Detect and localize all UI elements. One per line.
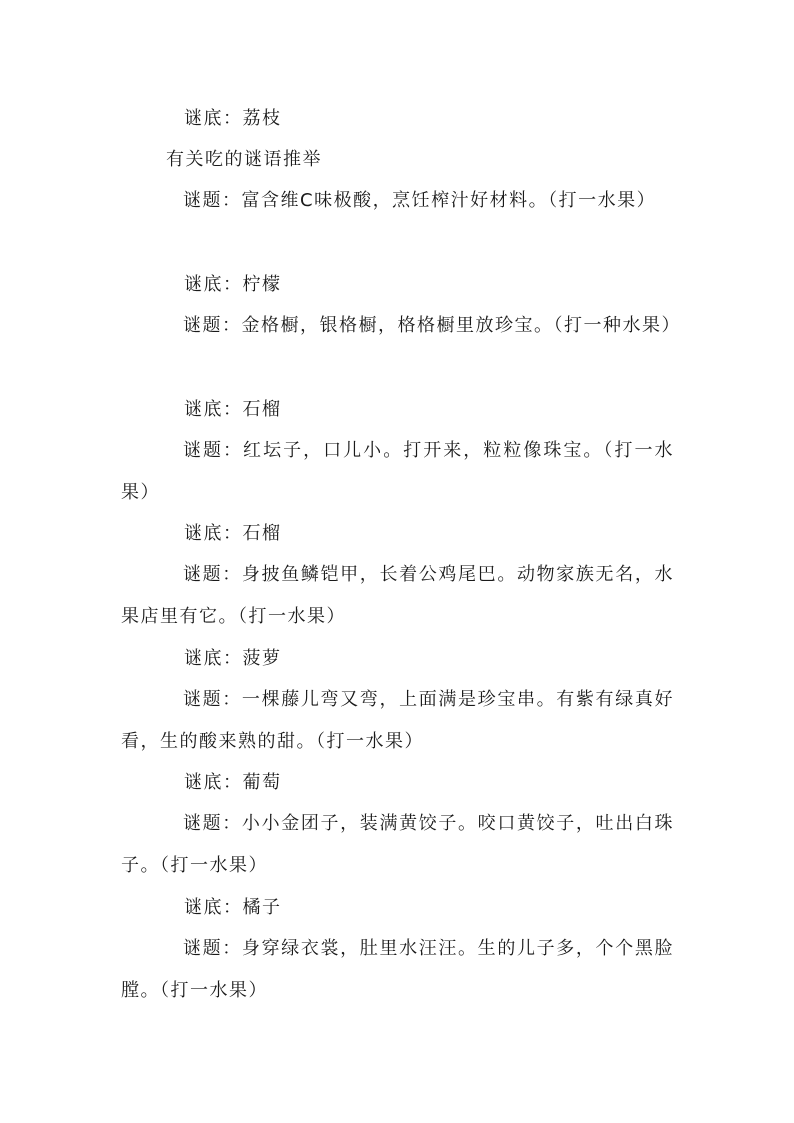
riddle-question-pomegranate-1: 谜题：金格橱，银格橱，格格橱里放珍宝。（打一种水果） [183, 315, 681, 336]
riddle-answer-grape: 谜底：葡萄 [184, 772, 282, 793]
riddle-answer-pineapple: 谜底：菠萝 [184, 648, 282, 669]
riddle-answer-lychee: 谜底：荔枝 [184, 108, 282, 129]
riddle-answer-pomegranate-1: 谜底：石榴 [184, 399, 282, 420]
riddle-question-watermelon: 谜题：身穿绿衣裳，肚里水汪汪。生的儿子多，个个黑脸膛。（打一水果） [121, 938, 674, 1001]
riddle-answer-pomegranate-2: 谜底：石榴 [184, 523, 282, 544]
riddle-answer-lemon: 谜底：柠檬 [184, 274, 282, 295]
riddle-answer-orange: 谜底：橘子 [184, 897, 282, 918]
riddle-question-grape: 谜题：一棵藤儿弯又弯，上面满是珍宝串。有紫有绿真好看，生的酸来熟的甜。（打一水果） [121, 689, 674, 752]
section-heading: 有关吃的谜语推举 [166, 149, 322, 170]
riddle-question-pomegranate-2: 谜题：红坛子，口儿小。打开来，粒粒像珠宝。（打一水果） [121, 440, 674, 503]
riddle-question-pineapple: 谜题：身披鱼鳞铠甲，长着公鸡尾巴。动物家族无名，水果店里有它。（打一水果） [121, 564, 674, 627]
riddle-question-lemon: 谜题：富含维C味极酸，烹饪榨汁好材料。（打一水果） [183, 190, 657, 211]
riddle-question-orange: 谜题：小小金团子，装满黄饺子。咬口黄饺子，吐出白珠子。（打一水果） [121, 813, 674, 876]
